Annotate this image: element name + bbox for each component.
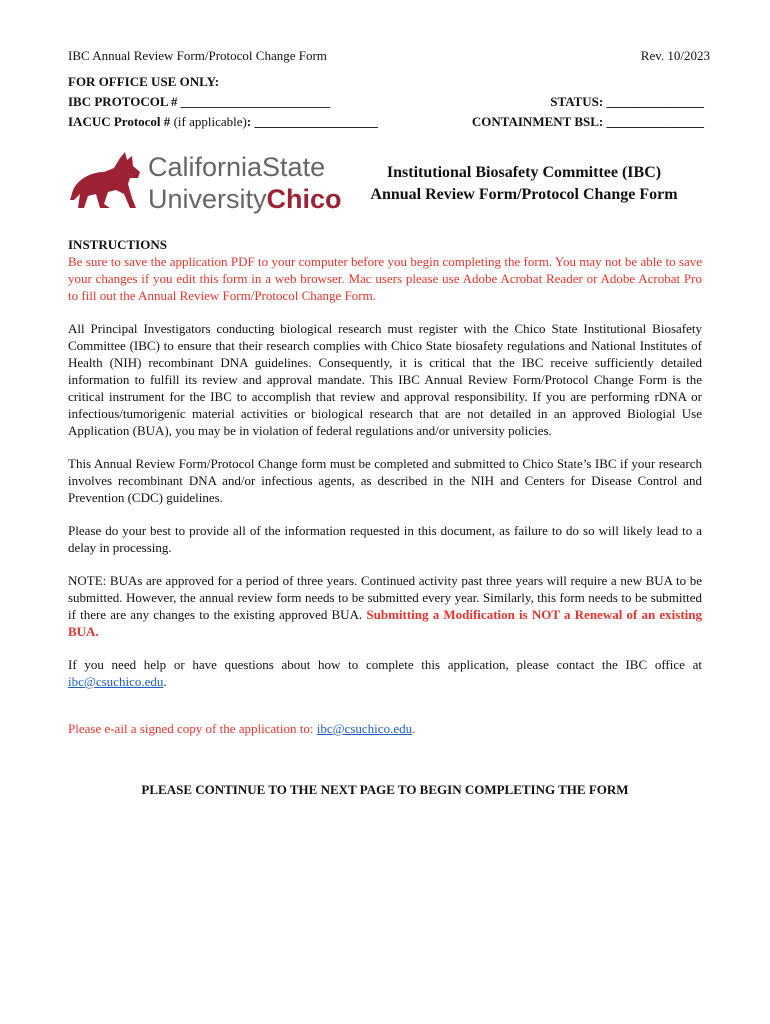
svg-text:UniversityChico bbox=[148, 184, 342, 214]
email-submission-period: . bbox=[412, 721, 416, 736]
containment-bsl-field: CONTAINMENT BSL: _______________ bbox=[471, 114, 704, 129]
logo-line-2b: Chico bbox=[266, 184, 342, 214]
iacuc-protocol-field bbox=[68, 112, 378, 132]
logo-line-1: CaliforniaState bbox=[148, 152, 326, 182]
wildcat-logo-icon bbox=[70, 148, 342, 214]
iacuc-label: IACUC Protocol # bbox=[68, 114, 171, 129]
status-field: STATUS: _______________ bbox=[550, 94, 704, 109]
contact-period: . bbox=[163, 674, 167, 689]
paragraph-submission-requirement: This Annual Review Form/Protocol Change form must be completed and submitted to Chico State’s IBC if your research involves recombinant DNA and/or infectious agents, as described in the NIH and Centers for Disease Control and Prevention (CDC) guidelines. bbox=[68, 456, 702, 505]
modification-warning: Submitting a Modification is NOT a Renewal of an existing BUA. bbox=[68, 607, 703, 639]
form-title-line-1: Institutional Biosafety Committee (IBC) bbox=[386, 164, 662, 181]
continue-notice: PLEASE CONTINUE TO THE NEXT PAGE TO BEGIN COMPLETING THE FORM bbox=[141, 782, 629, 797]
contact-text: If you need help or have questions about how to complete this application, please contact the IBC office at bbox=[68, 657, 702, 672]
iacuc-line: : ___________________ bbox=[246, 114, 378, 129]
bua-note-text: NOTE: BUAs are approved for a period of three years. Continued activity past three years will require a new BUA to be submitted. However, the annual review form needs to be submitted every year. Similarly, this form needs to be submitted if there are any changes to the existing approved BUA. bbox=[68, 573, 702, 622]
contact-email-link[interactable]: ibc@csuchico.edu bbox=[68, 674, 164, 689]
paragraph-completeness: Please do your best to provide all of the information requested in this document, as failure to do so will likely lead to a delay in processing. bbox=[68, 523, 702, 555]
office-use-label: FOR OFFICE USE ONLY: bbox=[68, 74, 220, 89]
paragraph-registration: All Principal Investigators conducting biological research must register with the Chico State Institutional Biosafety Committee (IBC) to ensure that their research complies with Chico State biosafety regulations and National Institutes of Health (NIH) recombinant DNA guidelines. Consequently, it is critical that the IBC receive sufficiently detailed information to fulfill its review and approval mandate. This IBC Annual Review Form/Protocol Change Form is the critical instrument for the IBC to accomplish that review and approval responsibility. If you are performing rDNA or infectious/tumorigenic material activities or biological research that are not detailed in an approved Biologial Use Application (BUA), you may be in violation of federal regulations and/or university policies. bbox=[68, 321, 702, 438]
form-title bbox=[344, 162, 704, 206]
submission-email-link[interactable]: ibc@csuchico.edu bbox=[316, 721, 413, 736]
form-title-line-2: Annual Review Form/Protocol Change Form bbox=[370, 186, 678, 203]
instructions-heading: INSTRUCTIONS bbox=[68, 237, 167, 252]
logo-line-2a: University bbox=[148, 184, 267, 214]
revision-label: Rev. 10/2023 bbox=[640, 48, 710, 63]
ibc-protocol-field: IBC PROTOCOL # _______________________ bbox=[68, 94, 331, 109]
paragraph-bua-note bbox=[68, 572, 702, 640]
running-header-title: IBC Annual Review Form/Protocol Change Form bbox=[68, 48, 327, 63]
paragraph-contact bbox=[68, 656, 702, 690]
office-use-block bbox=[68, 72, 378, 132]
instructions-section bbox=[68, 236, 702, 737]
university-logo bbox=[70, 148, 342, 214]
paragraph-email-submission bbox=[68, 720, 702, 737]
save-pdf-notice: Be sure to save the application PDF to your computer before you begin completing the form. You may not be able to save your changes if you edit this form in a web browser. Mac users please use Adobe Acrobat Reader or Adobe Acrobat Pro to fill out the Annual Review Form/Protocol Change Form. bbox=[68, 254, 702, 303]
iacuc-note: (if applicable) bbox=[173, 114, 247, 129]
office-status-block bbox=[472, 92, 704, 132]
email-submission-text: Please e-ail a signed copy of the application to: bbox=[68, 721, 317, 736]
